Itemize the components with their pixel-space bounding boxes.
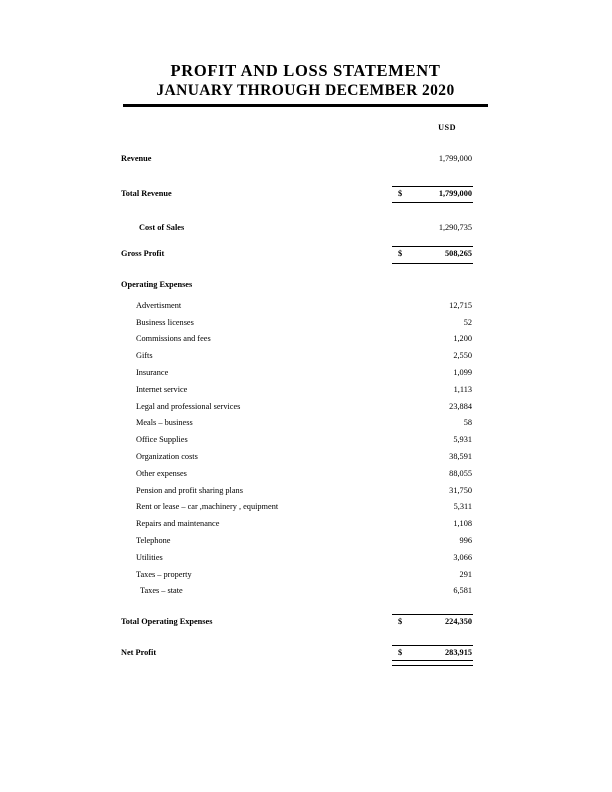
spacer bbox=[121, 263, 488, 277]
currency-symbol: $ bbox=[398, 647, 403, 657]
row-value: 1,290,735 bbox=[438, 223, 472, 233]
operating-expense-list bbox=[121, 298, 488, 600]
row-value: 23,884 bbox=[449, 401, 472, 411]
row-label: Commissions and fees bbox=[136, 334, 211, 344]
page-title: PROFIT AND LOSS STATEMENT bbox=[170, 61, 441, 80]
currency-symbol: $ bbox=[398, 249, 403, 259]
spacer bbox=[121, 237, 488, 246]
document-title-block bbox=[123, 60, 488, 101]
row-value: 3,066 bbox=[453, 552, 472, 562]
row-value: 1,799,000 bbox=[438, 153, 472, 163]
table-row-revenue bbox=[121, 151, 488, 168]
row-value: 31,750 bbox=[449, 485, 472, 495]
section-header-operating-expenses bbox=[121, 277, 488, 294]
table-row bbox=[121, 382, 488, 399]
table-row bbox=[121, 399, 488, 416]
table-row bbox=[121, 298, 488, 315]
table-row bbox=[121, 583, 488, 600]
row-label: Pension and profit sharing plans bbox=[136, 485, 243, 495]
table-row bbox=[121, 516, 488, 533]
table-header-row bbox=[121, 120, 488, 137]
table-row bbox=[121, 315, 488, 332]
row-label: Insurance bbox=[136, 367, 169, 377]
row-value: 88,055 bbox=[449, 468, 472, 478]
row-value: 12,715 bbox=[449, 300, 472, 310]
row-label: Taxes – property bbox=[136, 569, 192, 579]
table-row-total-operating-expenses bbox=[121, 614, 488, 631]
table-row bbox=[121, 415, 488, 432]
table-row bbox=[121, 550, 488, 567]
currency-symbol: $ bbox=[398, 188, 403, 198]
table-row-gross-profit bbox=[121, 246, 488, 263]
row-value: 6,581 bbox=[453, 586, 472, 596]
table-row bbox=[121, 567, 488, 584]
title-divider bbox=[123, 104, 488, 107]
row-value: 291 bbox=[459, 569, 472, 579]
table-row bbox=[121, 432, 488, 449]
row-value: 508,265 bbox=[445, 249, 472, 259]
row-value: 283,915 bbox=[445, 647, 472, 657]
row-value: 58 bbox=[463, 418, 472, 428]
row-value: 2,550 bbox=[453, 351, 472, 361]
row-label: Cost of Sales bbox=[139, 223, 185, 233]
row-label: Other expenses bbox=[136, 468, 187, 478]
row-label: Net Profit bbox=[121, 647, 157, 657]
row-label: Meals – business bbox=[136, 418, 193, 428]
row-label: Rent or lease – car ,machinery , equipment bbox=[136, 502, 279, 512]
spacer bbox=[121, 168, 488, 186]
row-value: 224,350 bbox=[445, 617, 472, 627]
table-row-total-revenue bbox=[121, 186, 488, 203]
spacer bbox=[121, 631, 488, 645]
table-row-net-profit bbox=[121, 645, 488, 662]
page-subtitle: JANUARY THROUGH DECEMBER 2020 bbox=[156, 82, 455, 99]
table-row bbox=[121, 365, 488, 382]
row-label: Utilities bbox=[136, 552, 163, 562]
row-value: 1,200 bbox=[453, 334, 472, 344]
row-value: 5,311 bbox=[453, 502, 472, 512]
table-row bbox=[121, 466, 488, 483]
row-label: Legal and professional services bbox=[136, 401, 241, 411]
row-label: Revenue bbox=[121, 153, 152, 163]
row-value: 1,799,000 bbox=[438, 188, 472, 198]
section-label: Operating Expenses bbox=[121, 279, 193, 289]
spacer bbox=[121, 202, 488, 220]
table-row bbox=[121, 348, 488, 365]
table-row bbox=[121, 499, 488, 516]
table-row bbox=[121, 449, 488, 466]
row-label: Total Revenue bbox=[121, 188, 172, 198]
spacer bbox=[121, 137, 488, 151]
row-label: Taxes – state bbox=[140, 586, 183, 596]
row-label: Organization costs bbox=[136, 451, 198, 461]
table-row bbox=[121, 483, 488, 500]
row-label: Gross Profit bbox=[121, 249, 165, 259]
row-value: 38,591 bbox=[449, 451, 472, 461]
row-label: Business licenses bbox=[136, 317, 194, 327]
table-row bbox=[121, 331, 488, 348]
row-label: Gifts bbox=[136, 351, 153, 361]
row-label: Telephone bbox=[136, 535, 171, 545]
table-row bbox=[121, 533, 488, 550]
currency-symbol: $ bbox=[398, 617, 403, 627]
spacer bbox=[121, 600, 488, 614]
row-value: 52 bbox=[463, 317, 472, 327]
row-value: 1,113 bbox=[453, 384, 472, 394]
row-value: 1,099 bbox=[453, 367, 472, 377]
row-label: Repairs and maintenance bbox=[136, 519, 220, 529]
row-value: 1,108 bbox=[453, 519, 472, 529]
row-label: Office Supplies bbox=[136, 435, 188, 445]
row-label: Total Operating Expenses bbox=[121, 617, 213, 627]
row-value: 5,931 bbox=[453, 435, 472, 445]
profit-loss-table bbox=[121, 120, 488, 662]
column-header-currency: USD bbox=[438, 123, 456, 132]
row-label: Internet service bbox=[136, 384, 188, 394]
row-label: Advertisment bbox=[136, 300, 182, 310]
table-row-cost-of-sales bbox=[121, 220, 488, 237]
row-value: 996 bbox=[459, 535, 472, 545]
